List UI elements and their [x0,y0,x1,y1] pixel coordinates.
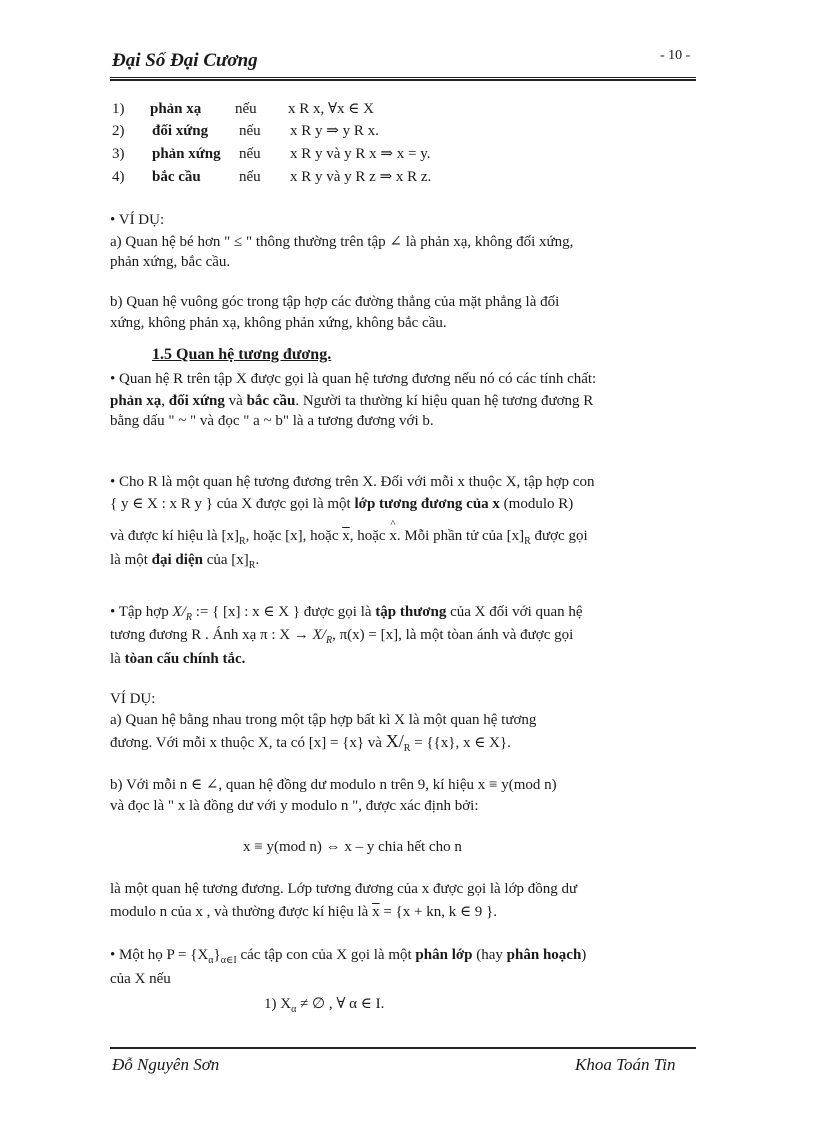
x-bar: $\overline{x}$ [342,528,350,544]
example-b-line: b) Với mỗi n ∈ ∠, quan hệ đồng dư modulo n trên 9, kí hiệu x ≡ y(mod n) [110,777,557,793]
class-line: là một đại diện của $[x]_R$. [110,552,260,571]
example-c-line: là một quan hệ tương đương. Lớp tương đương của x được gọi là lớp đồng dư [110,881,578,897]
property-item: 4) bắc cầu nếu x R y và y R z ⇒ x R z. [112,169,432,185]
example-heading: • VÍ DỤ: [110,212,165,228]
class-line: { y ∈ X : x R y } của X được gọi là một lớp tương đương của x (modulo R) [110,496,574,512]
x-bar: $\overline{x}$ [372,904,380,920]
partition-condition: 1) $X_\alpha$ ≠ ∅ , ∀ α ∈ I. [264,996,385,1015]
partition-line: • Một họ $P = \{X_\alpha\}_{\alpha\in I}$ các tập con của X gọi là một phân lớp (hay phân hoạch) [110,947,587,966]
property-item: 3) phản xứng nếu x R y và y R x ⇒ x = y. [112,146,431,162]
example-heading: VÍ DỤ: [110,691,156,707]
footer-author: Đỗ Nguyên Sơn [112,1055,220,1074]
property-item: 2) đối xứng nếu x R y ⇒ y R x. [112,123,379,139]
example-a-line: đương. Với mỗi x thuộc X, ta có [x] = {x} và $X/_R = \{\{x\}$, x ∈ X}. [110,731,511,754]
set-builder: { y ∈ X : x R y } [110,496,214,512]
example-b-line: xứng, không phản xạ, không phản xứng, không bắc cầu. [110,315,447,331]
example-a-line: a) Quan hệ bằng nhau trong một tập hợp bất kì X là một quan hệ tương [110,712,537,728]
quotient-line: tương đương R . Ánh xạ π : $X \to X/_R$, π(x) = [x], là một tòan ánh và được gọi [110,627,574,646]
quotient-line: là tòan cấu chính tắc. [110,651,246,667]
header-rule [110,77,696,81]
footer-dept: Khoa Toán Tin [575,1055,676,1074]
example-b-line: b) Quan hệ vuông góc trong tập hợp các đường thẳng của mặt phẳng là đối [110,294,560,310]
partition-line: của X nếu [110,971,171,987]
example-a-line: a) Quan hệ bé hơn " ≤ " thông thường trên tập ∠ là phản xạ, không đối xứng, [110,234,574,250]
page-number: - 10 - [660,48,691,63]
example-c-line: modulo n của x , và thường được kí hiệu là $\overline{x} = \{x$ + kn, k ∈ 9 }. [110,904,497,920]
class-line: và được kí hiệu là $[x]_R$, hoặc [x], hoặc $\overline{x}$, hoặc ^ x. Mỗi phần tử của $[x]_R$ được gọi [110,518,588,547]
definition-line: • Quan hệ R trên tập X được gọi là quan hệ tương đương nếu nó có các tính chất: [110,371,597,387]
footer-rule [110,1047,696,1049]
property-item: 1) phản xạ nếu x R x, ∀x ∈ X [112,101,374,117]
definition-line: bằng dấu " ~ " và đọc " a ~ b" là a tương đương với b. [110,413,434,429]
section-title: 1.5 Quan hệ tương đương. [152,346,332,363]
example-b-line: và đọc là " x là đồng dư với y modulo n ", được xác định bởi: [110,798,479,814]
congruence-formula: x ≡ y(mod n) ⇔ x – y chia hết cho n [243,839,462,855]
header-title: Đại Số Đại Cương [112,50,258,71]
quotient-line: • Tập hợp $X/_R$ := { [x] : x ∈ X } được gọi là tập thương của X đối với quan hệ [110,604,583,623]
example-a-line: phản xứng, bắc cầu. [110,254,231,270]
x-hat: ^ x [389,518,397,544]
class-line: • Cho R là một quan hệ tương đương trên X. Đối với mỗi x thuộc X, tập hợp con [110,474,595,490]
definition-line: phản xạ, đối xứng và bắc cầu. Người ta thường kí hiệu quan hệ tương đương R [110,393,594,409]
